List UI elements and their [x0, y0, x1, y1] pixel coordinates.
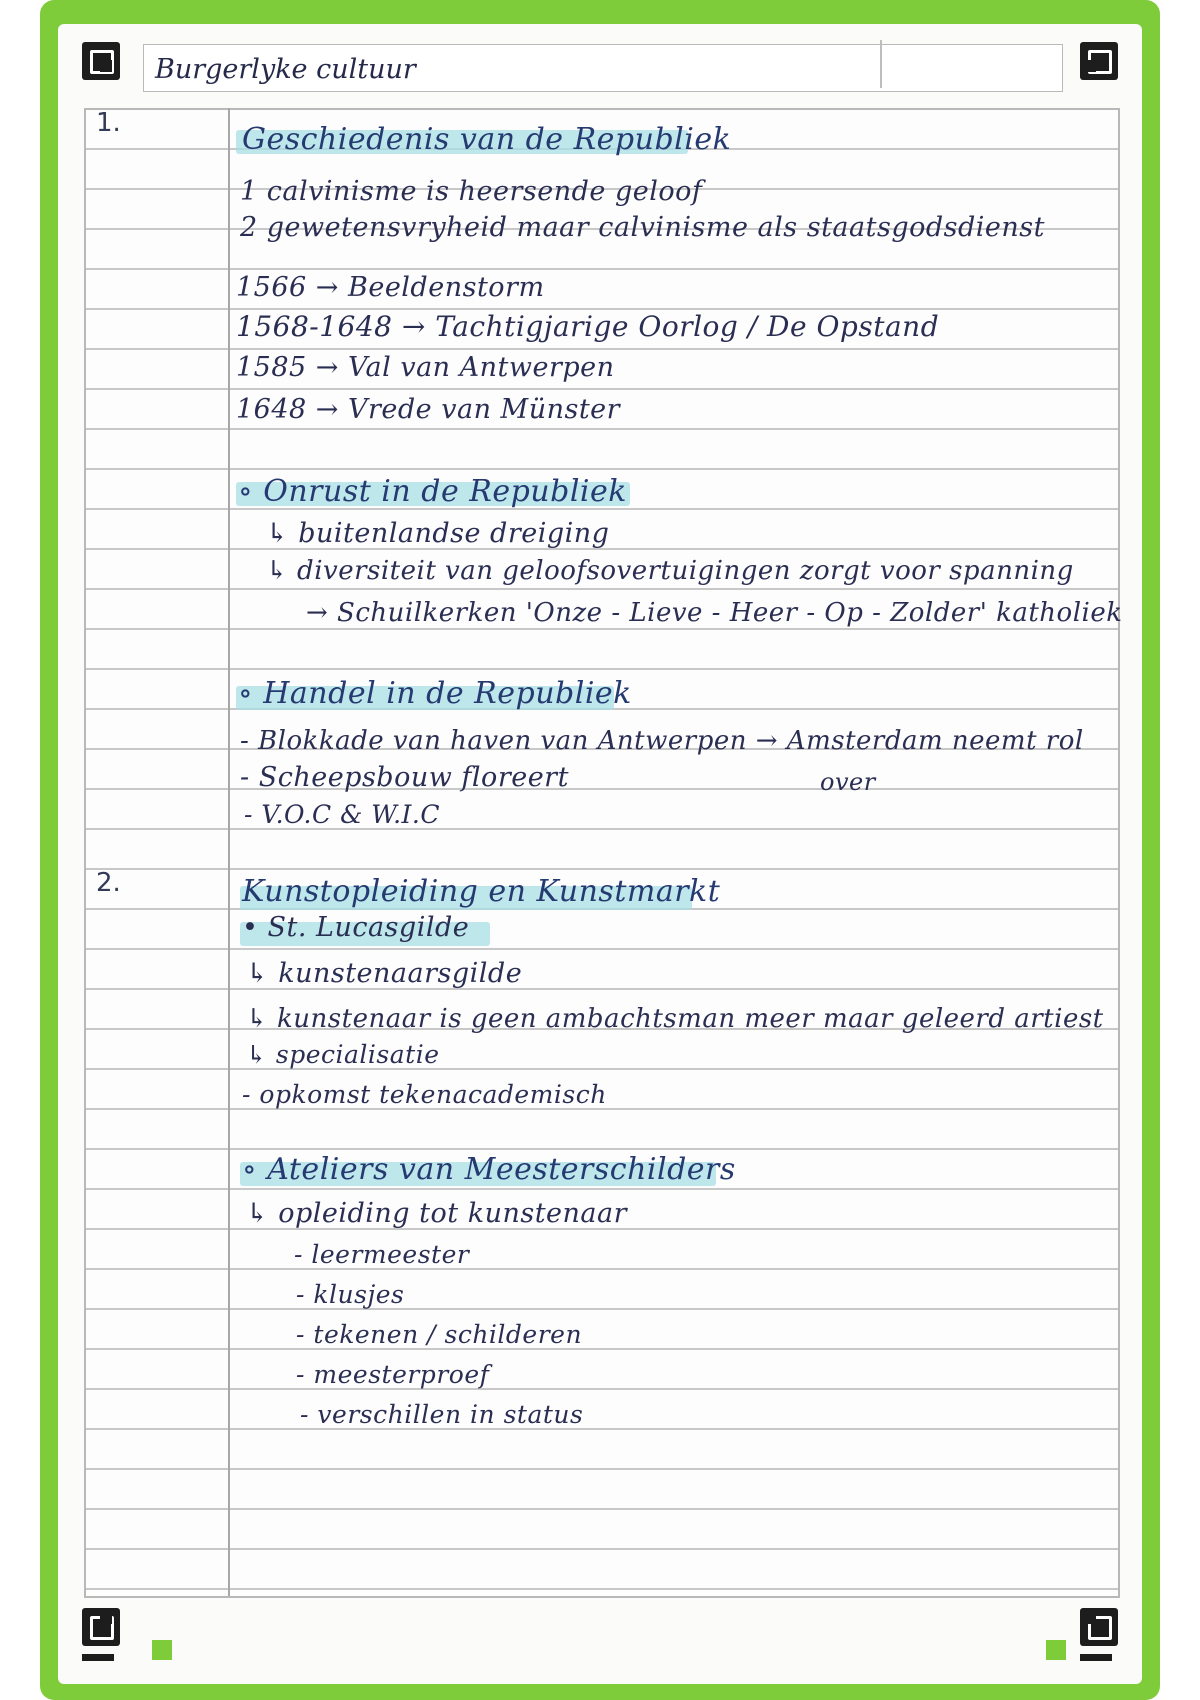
note-line: 1585 → Val van Antwerpen — [236, 352, 615, 383]
note-line: - V.O.C & W.I.C — [244, 800, 441, 829]
corner-logo-icon — [82, 42, 120, 80]
heading-kunstopleiding: Kunstopleiding en Kunstmarkt — [242, 874, 721, 909]
title-divider — [880, 40, 882, 88]
note-line: ↳ kunstenaarsgilde — [246, 958, 523, 989]
section-number: 1. — [96, 108, 121, 138]
heading-onrust: ∘ Onrust in de Republiek — [238, 474, 627, 509]
note-line: - opkomst tekenacademisch — [242, 1080, 607, 1109]
note-line: - verschillen in status — [300, 1400, 584, 1429]
note-line: - Scheepsbouw floreert — [240, 762, 569, 793]
margin-line — [228, 108, 230, 1596]
note-line: - meesterproef — [296, 1360, 490, 1389]
note-line: 1648 → Vrede van Münster — [236, 394, 621, 425]
note-line: - tekenen / schilderen — [296, 1320, 583, 1349]
note-line: - Blokkade van haven van Antwerpen → Amsterdam neemt rol — [240, 726, 1084, 756]
green-marker — [1046, 1640, 1066, 1660]
section-number: 2. — [96, 868, 121, 898]
marker-bar — [1080, 1654, 1112, 1661]
note-line: 1568-1648 → Tachtigjarige Oorlog / De Opstand — [236, 310, 940, 343]
note-line: → Schuilkerken 'Onze - Lieve - Heer - Op - Zolder' katholiek — [306, 598, 1123, 628]
green-marker — [152, 1640, 172, 1660]
note-line: - leermeester — [294, 1240, 470, 1269]
heading-lucasgilde: • St. Lucasgilde — [242, 912, 470, 943]
heading-geschiedenis: Geschiedenis van de Republiek — [242, 122, 732, 157]
corner-logo-icon — [82, 1608, 120, 1646]
note-line: ↳ specialisatie — [246, 1040, 440, 1069]
note-line: ↳ kunstenaar is geen ambachtsman meer maar geleerd artiest — [246, 1004, 1104, 1034]
note-line: 1566 → Beeldenstorm — [236, 272, 545, 303]
page-title: Burgerlyke cultuur — [155, 54, 416, 85]
heading-handel: ∘ Handel in de Republiek — [238, 676, 632, 711]
note-line: over — [820, 768, 876, 796]
note-line: 1 calvinisme is heersende geloof — [240, 176, 703, 207]
marker-bar — [82, 1654, 114, 1661]
note-line: 2 gewetensvryheid maar calvinisme als staatsgodsdienst — [240, 212, 1045, 243]
note-line: ↳ opleiding tot kunstenaar — [246, 1198, 628, 1229]
corner-arrow-icon — [1080, 1608, 1118, 1646]
heading-ateliers: ∘ Ateliers van Meesterschilders — [242, 1152, 736, 1187]
note-line: - klusjes — [296, 1280, 405, 1309]
note-line: ↳ buitenlandse dreiging — [266, 518, 610, 549]
corner-arrow-icon — [1080, 42, 1118, 80]
note-line: ↳ diversiteit van geloofsovertuigingen zorgt voor spanning — [266, 556, 1074, 586]
